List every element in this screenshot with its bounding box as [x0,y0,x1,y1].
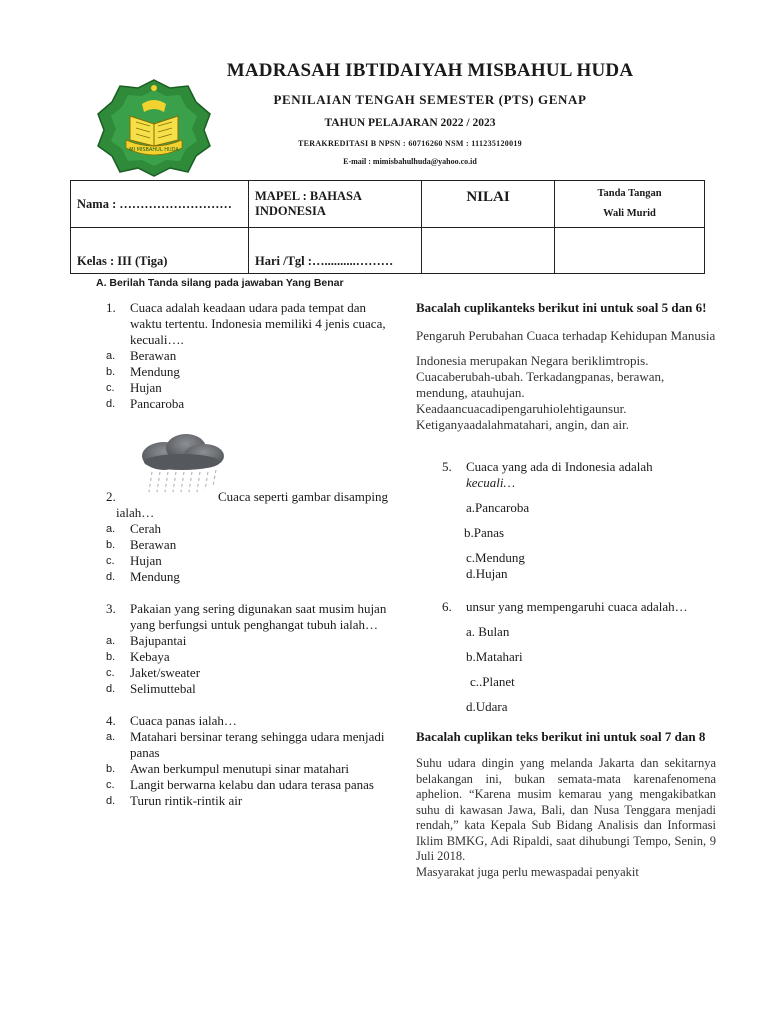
student-info-table [70,180,705,274]
question-2-options [106,521,396,585]
option-item[interactable] [106,380,396,396]
instruction-text: A. Berilah Tanda silang pada jawaban Yang Benar [96,277,344,289]
option-item[interactable]: c..Planet [470,674,515,689]
option-item[interactable] [106,793,396,809]
date-label: Hari /Tgl :…..........……… [255,254,394,268]
option-letter: a. [106,635,116,647]
option-text: Hujan [130,380,162,395]
accreditation-line: TERAKREDITASI B NPSN : 60716260 NSM : 111235120019 [298,139,522,148]
option-letter: d. [106,571,116,583]
option-text: Bajupantai [130,633,187,648]
logo-text: MI MISBAHUL HUDA [129,147,179,153]
subject-label: MAPEL : BAHASA INDONESIA [255,189,362,218]
name-cell [71,181,249,228]
reading-title: Pengaruh Perubahan Cuaca terhadap Kehidupan Manusia [416,328,716,343]
option-text: Pancaroba [130,396,185,411]
signature-label-1: Tanda Tangan [597,188,662,199]
question-number: 5. [442,459,452,474]
option-text: Hujan [130,553,162,568]
option-letter: c. [106,555,115,567]
rain-cloud-icon [134,432,229,494]
question-6 [416,599,716,615]
question-4-options [106,729,396,809]
option-item[interactable]: a.Pancaroba [466,500,530,515]
option-item[interactable]: b.Matahari [466,649,523,664]
question-1-options [106,348,396,412]
signature-label-2: Wali Murid [603,208,656,219]
reading-heading-2: Bacalah cuplikan teks berikut ini untuk soal 7 dan 8 [416,729,706,744]
option-letter: b. [106,539,116,551]
option-letter: a. [106,731,116,743]
question-number: 2. [106,489,116,504]
option-text: Berawan [130,348,177,363]
option-text: Kebaya [130,649,170,664]
reading-passage: Suhu udara dingin yang melanda Jakarta dan sekitarnya belakangan ini, bukan semata-mata karenafenomena aphelion. “Karena musim kemarau yang mengakibatkan suhu di kawasan Jawa, Bali, dan Nusa Tenggara menjadi rendah,” kata Kepala Sub Bidang Analisis dan Informasi Iklim BMKG, Adi Ripaldi, saat dihubungi Tempo, Senin, 9 Juli 2018. [416,756,716,863]
option-letter: d. [106,683,116,695]
academic-year: TAHUN PELAJARAN 2022 / 2023 [324,117,496,129]
option-text: Cerah [130,521,162,536]
school-name: MADRASAH IBTIDAIYAH MISBAHUL HUDA [226,60,634,81]
option-item[interactable]: c.Mendung [466,550,525,565]
question-text: Cuaca adalah keadaan udara pada tempat dan waktu tertentu. Indonesia memiliki 4 jenis cuaca, kecuali…. [130,300,386,347]
option-text: Selimuttebal [130,681,196,696]
subject-cell [249,181,422,228]
name-label: Nama : ……………………… [77,196,232,211]
option-item[interactable]: a. Bulan [466,624,510,639]
option-letter: d. [106,795,116,807]
option-text: Turun rintik-rintik air [130,793,243,808]
question-text: Cuaca panas ialah… [130,713,237,728]
option-letter: d. [106,398,116,410]
question-text: unsur yang mempengaruhi cuaca adalah… [466,599,688,614]
option-item[interactable] [106,521,396,537]
option-letter: b. [106,763,116,775]
score-box[interactable] [422,228,555,274]
left-question-column [106,300,396,809]
option-item[interactable] [106,665,396,681]
option-letter: a. [106,350,116,362]
option-item[interactable] [106,633,396,649]
option-letter: b. [106,366,116,378]
option-text: Matahari bersinar terang sehingga udara menjadi panas [130,729,385,760]
question-text-italic: kecuali… [466,475,516,490]
question-5 [416,459,716,491]
option-item[interactable] [106,396,396,412]
question-3-options [106,633,396,697]
option-item[interactable] [106,729,396,761]
option-text: Berawan [130,537,177,552]
option-text: Jaket/sweater [130,665,201,680]
option-item[interactable]: d.Hujan [466,566,508,581]
question-number: 6. [442,599,452,614]
reading-body: Indonesia merupakan Negara beriklimtropis. Cuacaberubah-ubah. Terkadangpanas, berawan, mendung, atauhujan. Keadaancuacadipengaruhiolehtigaunsur. Ketiganyaadalahmatahari, angin, dan air. [416,353,665,432]
option-item[interactable] [106,537,396,553]
option-item[interactable] [106,681,396,697]
signature-header-cell [555,181,705,228]
class-label: Kelas : III (Tiga) [77,254,168,268]
question-text: Pakaian yang sering digunakan saat musim hujan yang berfungsi untuk penghangat tubuh ialah… [130,601,387,632]
question-number: 1. [106,300,116,315]
option-item[interactable]: d.Udara [466,699,508,714]
reading-passage-continued: Masyarakat juga perlu mewaspadai penyakit [416,864,639,879]
signature-box[interactable] [555,228,705,274]
option-text: Mendung [130,364,180,379]
option-text: Awan berkumpul menutupi sinar matahari [130,761,350,776]
question-number: 3. [106,601,116,616]
score-header-cell [422,181,555,228]
option-item[interactable] [106,364,396,380]
question-number: 4. [106,713,116,728]
question-text: Cuaca seperti gambar disamping ialah… [116,489,389,520]
option-letter: a. [106,523,116,535]
option-item[interactable]: b.Panas [464,525,505,540]
option-letter: c. [106,667,115,679]
option-letter: c. [106,382,115,394]
exam-title: PENILAIAN TENGAH SEMESTER (PTS) GENAP [273,92,587,107]
option-item[interactable] [106,649,396,665]
score-label: NILAI [466,189,510,205]
class-cell [71,228,249,274]
option-item[interactable] [106,553,396,569]
date-cell [249,228,422,274]
question-4 [106,713,396,729]
option-letter: b. [106,651,116,663]
email-line: E-mail : mimisbahulhuda@yahoo.co.id [343,157,477,166]
option-letter: c. [106,779,115,791]
right-column [416,300,716,880]
question-1 [106,300,396,348]
option-item[interactable] [106,777,396,793]
reading-heading-1: Bacalah cuplikanteks berikut ini untuk soal 5 dan 6! [416,300,707,315]
option-item[interactable] [106,569,396,585]
option-item[interactable] [106,761,396,777]
option-text: Mendung [130,569,180,584]
question-text: Cuaca yang ada di Indonesia adalah [466,459,653,474]
option-text: Langit berwarna kelabu dan udara terasa panas [130,777,374,792]
question-3 [106,601,396,633]
option-item[interactable] [106,348,396,364]
